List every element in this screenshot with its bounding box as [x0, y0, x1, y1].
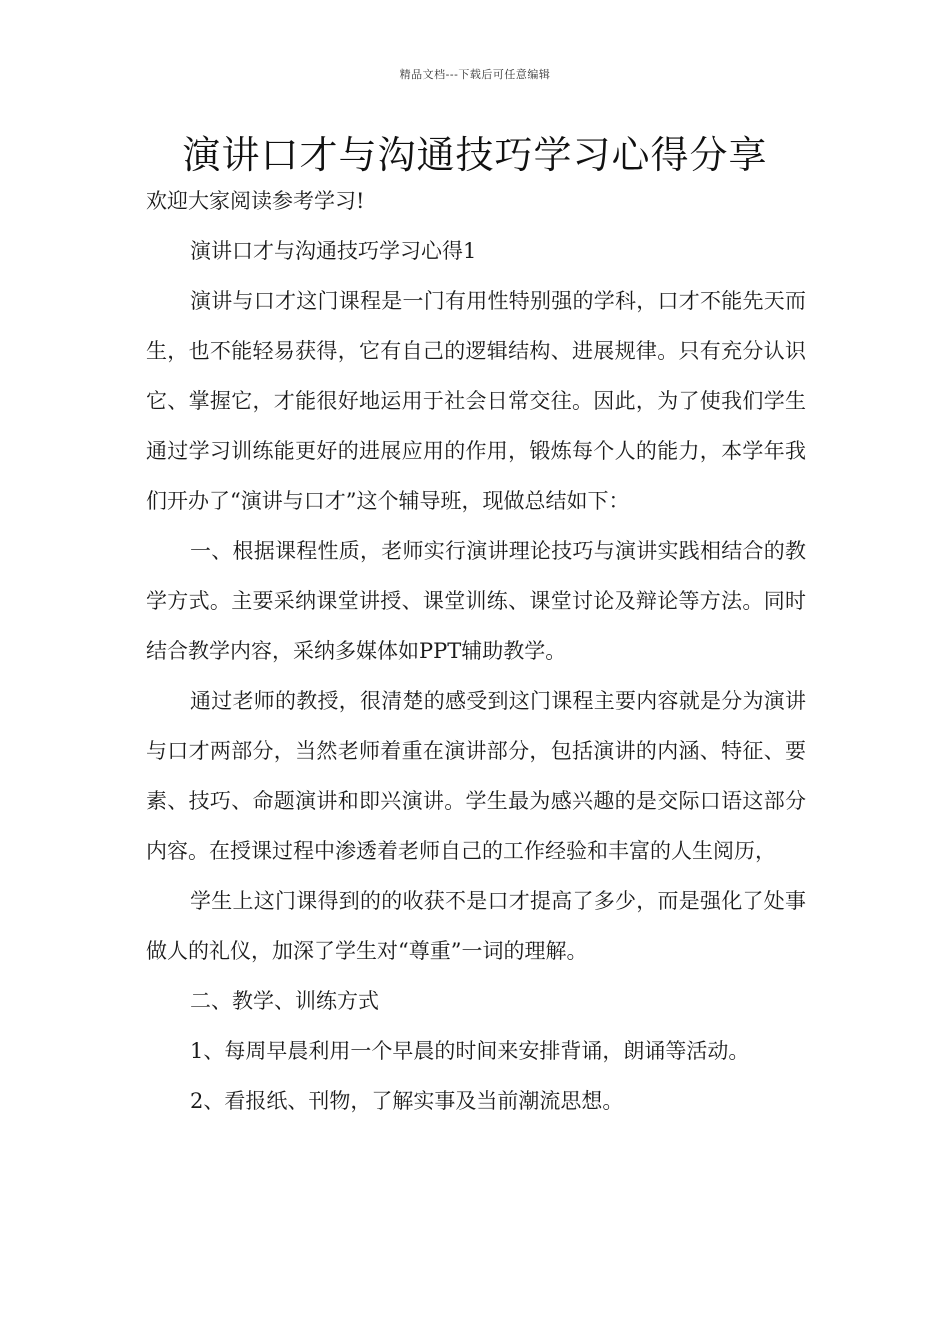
list-item: 2、看报纸、刊物，了解实事及当前潮流思想。 [190, 1089, 624, 1113]
list-item: 1、每周早晨利用一个早晨的时间来安排背诵，朗诵等活动。 [190, 1039, 750, 1063]
body-paragraph: 演讲与口才这门课程是一门有用性特别强的学科，口才不能先天而生，也不能轻易获得，它有自己的逻辑结构、进展规律。只有充分认识它、掌握它，才能很好地运用于社会日常交往。因此，为了使我们学生通过学习训练能更好的进展应用的作用，锻炼每个人的能力，本学年我们开办了“演讲与口才”这个辅导班，现做总结如下： [146, 289, 806, 513]
page-title: 演讲口才与沟通技巧学习心得分享 [182, 133, 768, 177]
header-note: 精品文档---下载后可任意编辑 [399, 68, 551, 81]
section-heading: 演讲口才与沟通技巧学习心得1 [190, 239, 477, 263]
body-paragraph: 一、根据课程性质，老师实行演讲理论技巧与演讲实践相结合的教学方式。主要采纳课堂讲授、课堂训练、课堂讨论及辩论等方法。同时结合教学内容，采纳多媒体如PPT辅助教学。 [146, 539, 806, 663]
body-paragraph: 通过老师的教授，很清楚的感受到这门课程主要内容就是分为演讲与口才两部分，当然老师着重在演讲部分，包括演讲的内涵、特征、要素、技巧、命题演讲和即兴演讲。学生最为感兴趣的是交际口语这部分内容。在授课过程中渗透着老师自己的工作经验和丰富的人生阅历， [146, 689, 806, 863]
greeting-paragraph: 欢迎大家阅读参考学习! [146, 189, 365, 213]
document-body [146, 176, 806, 1126]
body-paragraph: 学生上这门课得到的的收获不是口才提高了多少，而是强化了处事做人的礼仪，加深了学生对“尊重”一词的理解。 [146, 889, 806, 963]
subsection-heading: 二、教学、训练方式 [190, 989, 379, 1013]
